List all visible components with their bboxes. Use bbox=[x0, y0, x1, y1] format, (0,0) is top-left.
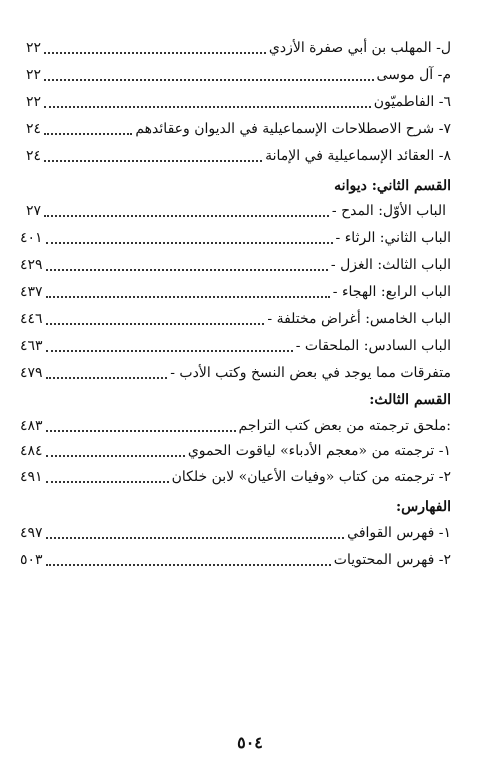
dot-leader bbox=[44, 105, 371, 108]
toc-entry-page: ٤٦٣ bbox=[20, 338, 43, 354]
dot-leader bbox=[46, 241, 333, 244]
toc-entry-page: ٤٩١ bbox=[20, 469, 43, 485]
toc-entry bbox=[20, 415, 451, 437]
toc-entry-title: ٨- العقائد الإسماعيلية في الإمانة bbox=[265, 148, 451, 164]
dot-leader bbox=[44, 159, 262, 162]
toc-entry-title: ل- المهلب بن أبي صفرة الأزدي bbox=[268, 40, 451, 56]
toc-entry-title: ٢- ترجمته من كتاب «وفيات الأعيان» لابن خلكان bbox=[171, 469, 451, 485]
toc-entry-title: ١- فهرس القوافي bbox=[347, 525, 451, 541]
toc-entry-page: ٢٤ bbox=[26, 121, 42, 137]
toc-entry-page: ٢٢ bbox=[26, 40, 42, 56]
toc-entry-page: ٤٢٩ bbox=[20, 257, 43, 273]
dot-leader bbox=[46, 563, 331, 566]
toc-entry bbox=[20, 281, 451, 303]
toc-entry-title: ١- ترجمته من «معجم الأدباء» لياقوت الحموي bbox=[187, 443, 451, 459]
dot-leader bbox=[46, 295, 330, 298]
dot-leader bbox=[46, 376, 168, 379]
toc-entry bbox=[26, 64, 451, 86]
dot-leader bbox=[46, 536, 345, 539]
dot-leader bbox=[44, 78, 373, 81]
toc-entry bbox=[20, 308, 451, 330]
section-heading: القسم الثاني: ديوانه bbox=[334, 178, 451, 194]
dot-leader bbox=[44, 132, 132, 135]
toc-entry-title: - متفرقات مما يوجد في بعض النسخ وكتب الأدب bbox=[170, 365, 451, 381]
toc-entry bbox=[26, 118, 451, 140]
toc-entry bbox=[26, 200, 446, 222]
toc-entry-title: - الباب الثاني: الرثاء bbox=[335, 230, 451, 246]
toc-entry-title: ٢- فهرس المحتويات bbox=[333, 552, 451, 568]
toc-entry-title: - الباب الثالث: الغزل bbox=[330, 257, 451, 273]
toc-entry-title: ٧- شرح الاصطلاحات الإسماعيلية في الديوان وعقائدهم bbox=[135, 121, 451, 137]
toc-entry-page: ٤٣٧ bbox=[20, 284, 43, 300]
dot-leader bbox=[46, 480, 169, 483]
toc-entry-title: م- آل موسى bbox=[376, 67, 451, 83]
toc-entry-page: ٢٧ bbox=[26, 203, 42, 219]
page-number: ٥٠٤ bbox=[237, 733, 263, 752]
toc-entry-title: ٦- الفاطميّون bbox=[373, 94, 451, 110]
dot-leader bbox=[44, 51, 266, 54]
toc-entry bbox=[20, 335, 451, 357]
toc-entry bbox=[20, 440, 451, 462]
toc-entry-page: ٤٧٩ bbox=[20, 365, 43, 381]
dot-leader bbox=[46, 268, 328, 271]
toc-entry-title: - الباب الخامس: أغراض مختلفة bbox=[267, 311, 451, 327]
dot-leader bbox=[46, 349, 293, 352]
toc-entry bbox=[26, 145, 451, 167]
dot-leader bbox=[44, 214, 329, 217]
dot-leader bbox=[46, 429, 236, 432]
toc-entry-title: - الباب الرابع: الهجاء bbox=[332, 284, 451, 300]
dot-leader bbox=[46, 322, 265, 325]
toc-entry-title: ملحق ترجمته من بعض كتب التراجم: bbox=[238, 418, 451, 434]
toc-entry-title: - الباب الأوّل: المدح bbox=[331, 203, 446, 219]
toc-entry bbox=[20, 227, 451, 249]
toc-entry-page: ٢٢ bbox=[26, 94, 42, 110]
toc-entry bbox=[26, 37, 451, 59]
toc-entry-page: ٢٤ bbox=[26, 148, 42, 164]
toc-entry-page: ٥٠٣ bbox=[20, 552, 43, 568]
toc-entry-page: ٢٢ bbox=[26, 67, 42, 83]
toc-entry bbox=[20, 362, 451, 384]
toc-entry-page: ٤٨٣ bbox=[20, 418, 43, 434]
toc-entry-title: - الباب السادس: الملحقات bbox=[295, 338, 451, 354]
toc-entry bbox=[26, 91, 451, 113]
toc-entry-page: ٤٨٤ bbox=[20, 443, 43, 459]
toc-entry bbox=[20, 522, 451, 544]
toc-entry-page: ٤٩٧ bbox=[20, 525, 43, 541]
dot-leader bbox=[46, 454, 185, 457]
toc-entry-page: ٤٤٦ bbox=[20, 311, 43, 327]
section-heading: القسم الثالث: bbox=[369, 392, 451, 408]
toc-entry-page: ٤٠١ bbox=[20, 230, 43, 246]
toc-entry bbox=[20, 254, 451, 276]
toc-entry bbox=[20, 549, 451, 571]
toc-entry bbox=[20, 466, 451, 488]
section-heading: الفهارس: bbox=[396, 499, 451, 515]
